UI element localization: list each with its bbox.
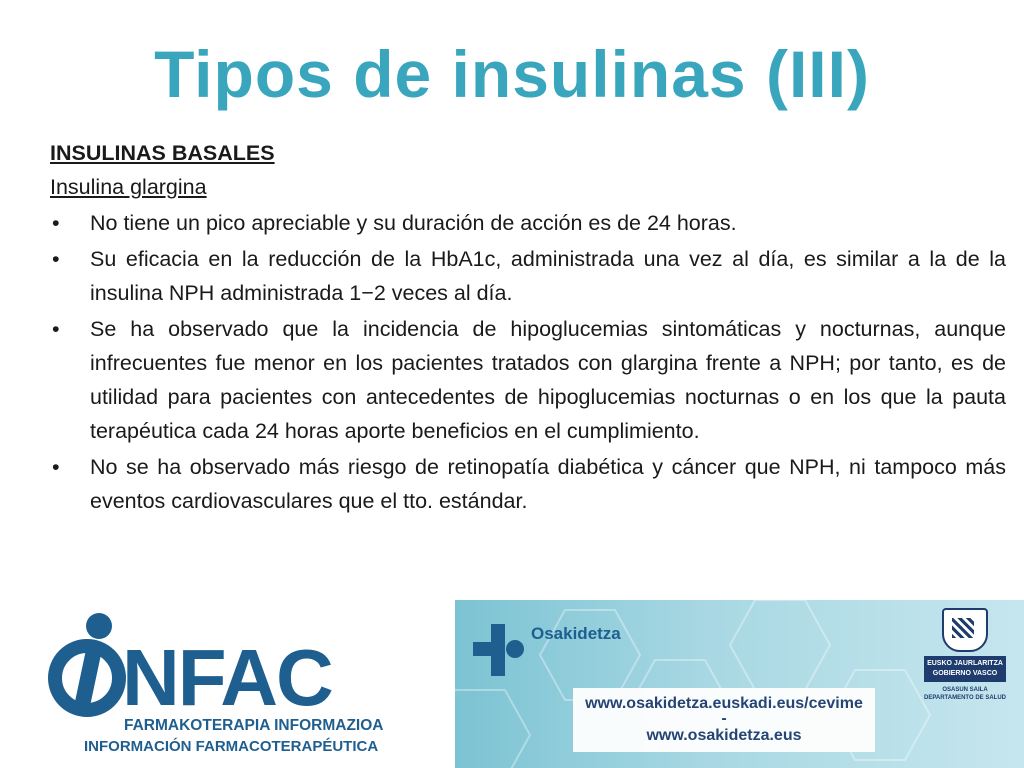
list-item (50, 450, 1006, 518)
infac-logo (40, 605, 420, 765)
osakidetza-banner (455, 600, 1024, 768)
infac-i-dot-icon (86, 613, 112, 639)
list-item (50, 206, 1006, 240)
infac-wordmark: NFAC (122, 633, 332, 722)
list-item (50, 242, 1006, 310)
coat-of-arms-icon (942, 608, 988, 652)
bullet-icon: • (52, 211, 60, 235)
url-box (573, 688, 875, 752)
list-item-text: No se ha observado más riesgo de retinopatía diabética y cáncer que NPH, ni tampoco más eventos cardiovasculares que el tto. estándar. (90, 455, 1006, 513)
list-item-text: No tiene un pico apreciable y su duración de acción es de 24 horas. (90, 211, 737, 235)
department-name: OSASUN SAILA DEPARTAMENTO DE SALUD (923, 687, 1006, 701)
url-separator: - (721, 710, 727, 727)
government-name: EUSKO JAURLARITZA GOBIERNO VASCO (924, 656, 1006, 682)
page-title: Tipos de insulinas (III) (154, 37, 870, 111)
list-item-text: Su eficacia en la reducción de la HbA1c, administrada una vez al día, es similar a la de la insulina NPH administrada 1−2 veces al día. (90, 247, 1006, 305)
infac-subtitle-spanish: INFORMACIÓN FARMACOTERAPÉUTICA (84, 738, 379, 755)
osakidetza-link[interactable]: www.osakidetza.eus (646, 727, 802, 744)
infac-subtitle-basque: FARMAKOTERAPIA INFORMAZIOA (124, 717, 384, 734)
section-heading: INSULINAS BASALES (50, 141, 275, 165)
list-item-text: Se ha observado que la incidencia de hipoglucemias sintomáticas y nocturnas, aunque infrecuentes fue menor en los pacientes tratados con glargina frente a NPH; por tanto, es de utilidad para pacientes con antecedentes de hipoglucemias nocturnas o en los que la pauta terapéutica cada 24 horas aporte beneficios en el cumplimiento. (90, 317, 1006, 443)
basque-government-logo (920, 608, 1010, 718)
bullet-icon: • (52, 317, 60, 341)
bullet-icon: • (52, 247, 60, 271)
list-item (50, 312, 1006, 448)
bullet-icon: • (52, 455, 60, 479)
sub-heading: Insulina glargina (50, 175, 207, 199)
osakidetza-brand-name: Osakidetza (531, 624, 621, 643)
cevime-link[interactable]: www.osakidetza.euskadi.eus/cevime (585, 695, 863, 712)
main-content (50, 136, 1006, 518)
bullet-list (50, 206, 1006, 518)
osakidetza-cross-icon (471, 622, 527, 678)
